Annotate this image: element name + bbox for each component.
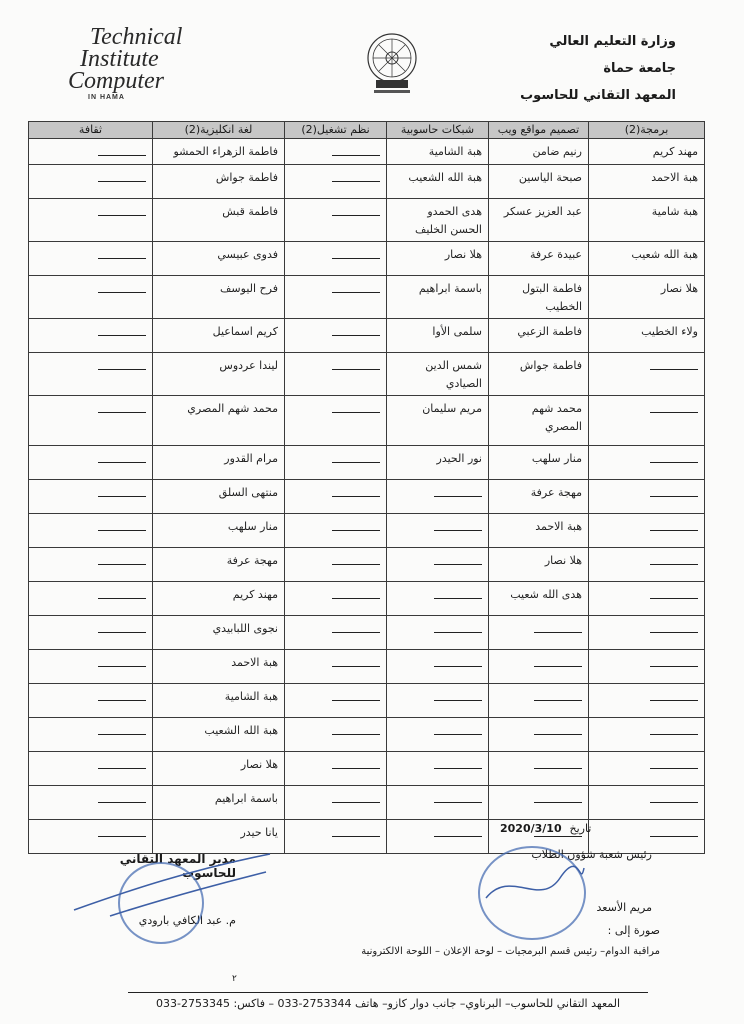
table-cell (285, 718, 387, 752)
table-cell (589, 446, 705, 480)
column-header: لغة انكليزية(2) (153, 122, 285, 139)
empty-dash (332, 836, 380, 837)
table-cell: هدى الحمدو الحسن الخليف (387, 199, 489, 242)
empty-dash (434, 768, 482, 769)
empty-dash (534, 666, 582, 667)
table-cell (589, 786, 705, 820)
table-cell: هلا نصار (489, 548, 589, 582)
table-cell: منار سلهب (489, 446, 589, 480)
empty-dash (98, 335, 146, 336)
table-cell (589, 548, 705, 582)
table-cell: فاطمة جواش (489, 353, 589, 396)
table-cell: فاطمة جواش (153, 165, 285, 199)
table-cell: نجوى اللبابيدي (153, 616, 285, 650)
table-cell (285, 139, 387, 165)
empty-dash (650, 598, 698, 599)
table-cell (589, 752, 705, 786)
table-cell: هلا نصار (589, 276, 705, 319)
empty-dash (98, 292, 146, 293)
table-cell: باسمة ابراهيم (153, 786, 285, 820)
page-marker: ٢ (232, 974, 237, 984)
empty-dash (650, 768, 698, 769)
table-cell (29, 684, 153, 718)
table-cell (285, 548, 387, 582)
table-cell (387, 752, 489, 786)
empty-dash (98, 462, 146, 463)
exam-names-table (28, 121, 705, 854)
empty-dash (534, 700, 582, 701)
table-cell (387, 718, 489, 752)
empty-dash (332, 734, 380, 735)
table-cell: سلمى الأوا (387, 319, 489, 353)
empty-dash (650, 412, 698, 413)
empty-dash (332, 412, 380, 413)
table-cell: ليندا عردوس (153, 353, 285, 396)
table-cell (387, 684, 489, 718)
table-row (29, 353, 705, 396)
table-row (29, 616, 705, 650)
table-cell: شمس الدين الصيادي (387, 353, 489, 396)
table-cell (285, 650, 387, 684)
empty-dash (434, 734, 482, 735)
empty-dash (434, 530, 482, 531)
column-header: برمجة(2) (589, 122, 705, 139)
table-cell (29, 514, 153, 548)
table-cell (285, 752, 387, 786)
empty-dash (98, 768, 146, 769)
empty-dash (332, 598, 380, 599)
table-cell: هلا نصار (153, 752, 285, 786)
table-cell (285, 396, 387, 446)
table-cell (589, 718, 705, 752)
table-cell (387, 650, 489, 684)
table-cell (589, 650, 705, 684)
table-row (29, 139, 705, 165)
university-name: جامعة حماة (603, 61, 676, 76)
column-header: نظم تشغيل(2) (285, 122, 387, 139)
table-cell (589, 514, 705, 548)
table-cell (285, 276, 387, 319)
table-cell (387, 616, 489, 650)
table-cell (387, 480, 489, 514)
table-row (29, 752, 705, 786)
table-cell (29, 165, 153, 199)
affairs-signature-icon (480, 858, 590, 918)
table-cell: فاطمة الزهراء الحمشو (153, 139, 285, 165)
table-cell: مهجة عرفة (153, 548, 285, 582)
table-row (29, 396, 705, 446)
table-row (29, 786, 705, 820)
empty-dash (332, 802, 380, 803)
footer-divider (128, 992, 648, 993)
empty-dash (650, 369, 698, 370)
empty-dash (650, 462, 698, 463)
table-cell (285, 786, 387, 820)
empty-dash (650, 666, 698, 667)
table-cell: محمد شهم المصري (153, 396, 285, 446)
ministry-name: وزارة التعليم العالي (549, 34, 676, 49)
table-cell (387, 820, 489, 854)
table-cell: منار سلهب (153, 514, 285, 548)
date-label: تاريخ (569, 822, 592, 835)
table-cell (285, 242, 387, 276)
empty-dash (534, 734, 582, 735)
table-row (29, 165, 705, 199)
empty-dash (434, 564, 482, 565)
table-cell: باسمة ابراهيم (387, 276, 489, 319)
empty-dash (332, 292, 380, 293)
table-cell: مرام القدور (153, 446, 285, 480)
table-cell (285, 480, 387, 514)
empty-dash (534, 768, 582, 769)
table-cell: هبة شامية (589, 199, 705, 242)
logo-line-computer: Computer (68, 68, 164, 94)
table-cell (29, 616, 153, 650)
table-cell: محمد شهم المصري (489, 396, 589, 446)
table-cell: ولاء الخطيب (589, 319, 705, 353)
empty-dash (332, 258, 380, 259)
empty-dash (434, 700, 482, 701)
table-cell (285, 446, 387, 480)
table-cell: هبة الاحمد (589, 165, 705, 199)
empty-dash (98, 632, 146, 633)
table-cell: فاطمة قبش (153, 199, 285, 242)
table-cell: منتهى السلق (153, 480, 285, 514)
table-cell: كريم اسماعيل (153, 319, 285, 353)
empty-dash (332, 181, 380, 182)
empty-dash (650, 802, 698, 803)
table-cell: رنيم ضامن (489, 139, 589, 165)
table-cell (589, 396, 705, 446)
logo-line-institute: Institute (80, 46, 159, 72)
table-cell (387, 548, 489, 582)
empty-dash (650, 496, 698, 497)
empty-dash (332, 768, 380, 769)
empty-dash (650, 734, 698, 735)
empty-dash (434, 802, 482, 803)
empty-dash (332, 215, 380, 216)
table-row (29, 650, 705, 684)
table-cell (285, 514, 387, 548)
table-cell: هبة الله الشعيب (387, 165, 489, 199)
table-cell (589, 582, 705, 616)
table-cell (29, 786, 153, 820)
table-cell (29, 548, 153, 582)
table-cell (589, 480, 705, 514)
table-header-row (29, 122, 705, 139)
empty-dash (650, 530, 698, 531)
empty-dash (332, 530, 380, 531)
empty-dash (534, 802, 582, 803)
table-cell (489, 684, 589, 718)
empty-dash (332, 369, 380, 370)
table-row (29, 514, 705, 548)
document-header (506, 28, 676, 109)
table-cell (589, 353, 705, 396)
empty-dash (434, 496, 482, 497)
table-cell (387, 786, 489, 820)
document-date (500, 822, 591, 835)
table-cell: مريم سليمان (387, 396, 489, 446)
empty-dash (98, 496, 146, 497)
table-cell: يانا حيدر (153, 820, 285, 854)
copy-to-label: صورة إلى : (607, 924, 660, 937)
empty-dash (98, 181, 146, 182)
table-cell (285, 199, 387, 242)
affairs-title: رئيس شعبة شؤون الطلاب (531, 848, 652, 861)
table-cell: هبة الله الشعيب (153, 718, 285, 752)
director-signature-icon (70, 850, 280, 920)
table-cell (29, 752, 153, 786)
table-cell: مهجة عرفة (489, 480, 589, 514)
table-row (29, 276, 705, 319)
table-cell (285, 684, 387, 718)
table-row (29, 319, 705, 353)
table-cell (387, 582, 489, 616)
column-header: تصميم مواقع ويب (489, 122, 589, 139)
empty-dash (434, 598, 482, 599)
university-seal-icon (358, 30, 426, 104)
empty-dash (98, 564, 146, 565)
empty-dash (98, 258, 146, 259)
table-cell (285, 616, 387, 650)
empty-dash (98, 700, 146, 701)
table-cell (29, 446, 153, 480)
empty-dash (332, 564, 380, 565)
table-cell (489, 718, 589, 752)
table-cell (589, 616, 705, 650)
table-cell: صبحة الياسين (489, 165, 589, 199)
empty-dash (434, 666, 482, 667)
director-name: م. عبد الكافي بارودي (138, 914, 236, 927)
table-cell (29, 319, 153, 353)
empty-dash (650, 632, 698, 633)
table-cell (29, 480, 153, 514)
table-cell (285, 820, 387, 854)
table-cell (489, 752, 589, 786)
table-cell (285, 353, 387, 396)
empty-dash (534, 632, 582, 633)
table-cell: مهند كريم (153, 582, 285, 616)
logo-line-location: IN HAMA (88, 94, 125, 101)
empty-dash (332, 335, 380, 336)
empty-dash (98, 734, 146, 735)
empty-dash (98, 215, 146, 216)
empty-dash (332, 462, 380, 463)
table-row (29, 582, 705, 616)
logo-line-technical: Technical (90, 24, 183, 50)
empty-dash (332, 700, 380, 701)
table-row (29, 242, 705, 276)
empty-dash (332, 155, 380, 156)
column-header: شبكات حاسوبية (387, 122, 489, 139)
empty-dash (98, 155, 146, 156)
footer-address: المعهد التقاني للحاسوب– البرناوي– جانب دوار كازو– هاتف 2753344-033 – فاكس: 2753345-033 (155, 997, 621, 1010)
table-row (29, 480, 705, 514)
empty-dash (332, 632, 380, 633)
institute-logo (62, 22, 232, 104)
empty-dash (332, 496, 380, 497)
empty-dash (98, 530, 146, 531)
table-cell (285, 165, 387, 199)
table-cell (29, 718, 153, 752)
table-cell (29, 820, 153, 854)
table-cell: فاطمة البتول الخطيب (489, 276, 589, 319)
table-cell (285, 319, 387, 353)
table-cell (29, 650, 153, 684)
table-cell: هبة الاحمد (489, 514, 589, 548)
table-cell (387, 514, 489, 548)
table-row (29, 199, 705, 242)
table-cell (489, 616, 589, 650)
empty-dash (98, 598, 146, 599)
table-cell (489, 650, 589, 684)
table-cell (29, 242, 153, 276)
empty-dash (650, 700, 698, 701)
table-cell (29, 353, 153, 396)
table-cell: عبد العزيز عسكر (489, 199, 589, 242)
empty-dash (650, 836, 698, 837)
empty-dash (98, 836, 146, 837)
table-cell: هلا نصار (387, 242, 489, 276)
table-cell: هدى الله شعيب (489, 582, 589, 616)
table-cell (29, 139, 153, 165)
empty-dash (98, 666, 146, 667)
table-cell: فاطمة الزعبي (489, 319, 589, 353)
table-cell (489, 786, 589, 820)
table-cell (29, 582, 153, 616)
empty-dash (434, 836, 482, 837)
table-cell: هبة الاحمد (153, 650, 285, 684)
table-cell: فدوى عبيسي (153, 242, 285, 276)
table-cell: فرح اليوسف (153, 276, 285, 319)
empty-dash (98, 802, 146, 803)
table-cell (285, 582, 387, 616)
table-cell: عبيدة عرفة (489, 242, 589, 276)
table-cell (589, 684, 705, 718)
column-header: ثقافة (29, 122, 153, 139)
empty-dash (650, 564, 698, 565)
table-cell: هبة الله شعيب (589, 242, 705, 276)
table-row (29, 548, 705, 582)
empty-dash (534, 836, 582, 837)
empty-dash (434, 632, 482, 633)
date-value: 2020/3/10 (500, 822, 562, 835)
director-title: مدير المعهد التقاني للحاسوب (119, 852, 236, 880)
table-cell (29, 396, 153, 446)
table-row (29, 684, 705, 718)
table-cell: نور الحيدر (387, 446, 489, 480)
empty-dash (98, 412, 146, 413)
table-cell (29, 199, 153, 242)
institute-name: المعهد التقاني للحاسوب (520, 88, 676, 103)
empty-dash (332, 666, 380, 667)
table-cell: هبة الشامية (387, 139, 489, 165)
table-cell (29, 276, 153, 319)
table-row (29, 446, 705, 480)
table-cell: هبة الشامية (153, 684, 285, 718)
empty-dash (98, 369, 146, 370)
affairs-name: مريم الأسعد (596, 901, 652, 914)
table-row (29, 718, 705, 752)
table-cell: مهند كريم (589, 139, 705, 165)
copy-to-recipients: مراقبة الدوام– رئيس قسم البرمجيات – لوحة الإعلان – اللوحة الالكترونية (361, 946, 660, 957)
